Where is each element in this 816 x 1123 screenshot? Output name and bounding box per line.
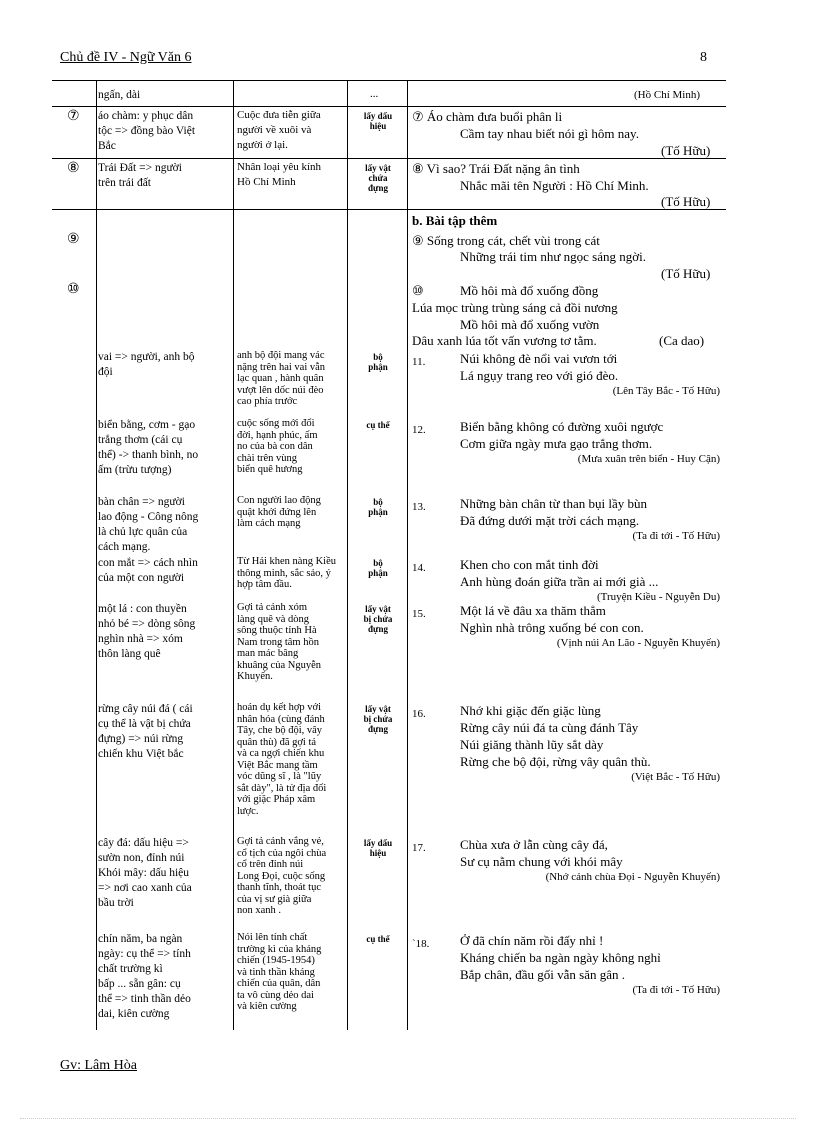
cell-text: tộc => đồng bào Việt <box>98 125 196 137</box>
poem-line: Bắp chân, đầu gối vẫn săn gân . <box>460 967 625 982</box>
poem-line: Nghìn nhà trông xuống bé con con. <box>460 620 644 635</box>
poem-line: Anh hùng đoán giữa trần ai mới già ... <box>460 574 659 589</box>
cell-text: chiến của quân, dân <box>237 978 321 989</box>
col-divider <box>347 80 348 1030</box>
cell-text: lạc quan , hành quân <box>237 373 324 384</box>
cell-text: Việt Bắc mang tầm <box>237 759 318 771</box>
cell-text: hoán dụ kết hợp với <box>237 702 322 713</box>
page-footer-author: Gv: Lâm Hòa <box>60 1058 137 1073</box>
figure-type: đựng <box>368 724 388 734</box>
poem-source: (Ta đi tới - Tố Hữu) <box>632 530 720 542</box>
cell-text: Trái Đất => người <box>98 162 182 174</box>
table-top-rule <box>52 80 726 81</box>
cell-text: rừng cây núi đá ( cái <box>98 703 193 715</box>
cell-text: biển bằng, cơm - gạo <box>98 419 196 431</box>
cell-text: ngày: cụ thể => tính <box>98 948 191 960</box>
poem-line: Dâu xanh lúa tốt vấn vương tơ tằm. <box>412 333 597 348</box>
cell-text: cổ tịch của ngôi chùa <box>237 847 327 859</box>
figure-type: phận <box>368 568 388 578</box>
poem-line: Những bàn chân từ than bụi lầy bùn <box>460 496 648 511</box>
figure-type: hiệu <box>369 121 387 131</box>
figure-type: phận <box>368 362 388 372</box>
poem-line: Một lá về đâu xa thăm thẳm <box>460 603 606 618</box>
cell-text: nhỏ bé => dòng sông <box>98 618 196 630</box>
cell-text: sườn non, đỉnh núi <box>98 852 185 864</box>
cell-text: đời, hạnh phúc, ấm <box>237 429 318 441</box>
poem-source: (Tố Hữu) <box>661 143 711 158</box>
poem-source: (Mưa xuân trên biển - Huy Cận) <box>577 453 720 465</box>
poem-line: Mồ hôi mà đổ xuống đồng <box>460 283 599 298</box>
poem-source: (Việt Bắc - Tố Hữu) <box>631 771 720 783</box>
cell-text: sắt dày", là tử địa đối <box>237 782 327 794</box>
cell-text: trên trái đất <box>98 177 152 189</box>
poem-line: Chùa xưa ở lẫn cùng cây đá, <box>460 837 608 852</box>
cell-text: áo chàm: y phục dân <box>98 110 194 122</box>
cell-text: vượt lên dốc núi đèo <box>237 384 324 396</box>
cell-text: và ca ngợi chiến khu <box>237 748 325 759</box>
cell-text: chài trên vùng <box>237 452 298 464</box>
poem-line: ⑩ <box>412 283 424 298</box>
cell-text: chất trường kì <box>98 963 163 975</box>
cell-text: trường kì của kháng <box>237 943 322 955</box>
figure-type: hiệu <box>369 848 387 858</box>
exercise-number: 11. <box>412 356 426 368</box>
cell-text: thông minh, sắc sảo, ý <box>237 567 331 579</box>
cell-text: nặng trên hai vai vẫn <box>237 361 326 373</box>
cell-text: của vị sư già giữa <box>237 893 312 905</box>
cell-text: hợp tâm đầu. <box>237 579 292 590</box>
poem-line: Rừng cây núi đá ta cùng đánh Tây <box>460 720 639 735</box>
cell-text: Long Đọi, cuộc sống <box>237 870 326 882</box>
cell-text: Gợi tả cảnh vắng vẻ, <box>237 836 324 847</box>
cell-text: người ở lại. <box>237 139 288 151</box>
cell-text: non xanh . <box>237 905 282 916</box>
cell-text: bàn chân => người <box>98 496 185 508</box>
figure-type: phận <box>368 507 388 517</box>
page-header-title: Chủ đề IV - Ngữ Văn 6 <box>60 50 192 65</box>
poem-line: ⑨ Sống trong cát, chết vùi trong cát <box>412 233 600 248</box>
row-number: ⑨ <box>67 232 80 247</box>
cell-text: ... <box>370 88 379 100</box>
cell-text: quân thù) đã gợi tả <box>237 736 317 748</box>
row-divider <box>52 106 726 107</box>
poem-source: (Ta đi tới - Tố Hữu) <box>632 984 720 996</box>
exercise-number: 13. <box>412 501 426 513</box>
poem-line: ⑦ Áo chàm đưa buổi phân li <box>412 109 563 124</box>
exercise-number: 16. <box>412 708 426 720</box>
cell-text: cách mạng. <box>98 541 151 553</box>
cell-text: là chủ lực quân của <box>98 526 188 538</box>
poem-line: Núi giăng thành lũy sắt dày <box>460 737 604 752</box>
figure-type: lấy vật <box>365 163 391 173</box>
poem-line: Sư cụ nằm chung với khói mây <box>460 854 623 869</box>
cell-text: Bắc <box>98 140 116 152</box>
poem-line: Đã đứng dưới mặt trời cách mạng. <box>460 513 640 528</box>
cell-text: thể) -> thanh bình, no <box>98 449 199 461</box>
poem-line: Nhắc mãi tên Người : Hồ Chí Minh. <box>460 178 649 193</box>
exercise-number: 14. <box>412 562 426 574</box>
cell-text: bầu trời <box>98 897 134 909</box>
cell-text: Khói mây: dấu hiệu <box>98 867 190 879</box>
cell-text: => nơi cao xanh của <box>98 882 192 894</box>
cell-text: chiến (1945-1954) <box>237 955 315 966</box>
cell-text: vóc dũng sĩ , là "lũy <box>237 771 322 782</box>
cell-text: Nam trong tâm hồn <box>237 636 319 648</box>
cell-text: Hồ Chí Minh <box>237 176 296 188</box>
cell-text: cụ thể là vật bị chứa <box>98 718 191 730</box>
cell-text: và tinh thần kháng <box>237 966 315 978</box>
cell-text: người về xuôi và <box>237 124 312 136</box>
cell-text: anh bộ đội mang vác <box>237 350 325 361</box>
exercise-number: 17. <box>412 842 426 854</box>
cell-text: dai, kiên cường <box>98 1008 170 1020</box>
cell-text: cuộc sống mới đổi <box>237 418 315 429</box>
cell-text: Nhân loại yêu kính <box>237 161 322 173</box>
cell-text: cao phía trước <box>237 396 298 407</box>
cell-text: làm cách mạng <box>237 518 301 529</box>
poem-line: Lúa mọc trùng trùng sáng cả đồi nương <box>412 300 618 315</box>
cell-text: quật khởi đứng lên <box>237 506 317 518</box>
poem-line: ⑧ Vì sao? Trái Đất nặng ân tình <box>412 161 580 176</box>
cell-text: Khuyến. <box>237 671 273 682</box>
poem-source: (Nhớ cảnh chùa Đọi - Nguyễn Khuyến) <box>545 871 720 883</box>
cell-text: một lá : con thuyền <box>98 603 187 615</box>
cell-text: đội <box>98 366 113 378</box>
cell-text: Con người lao động <box>237 495 321 506</box>
col-divider <box>96 80 97 1030</box>
cell-text: khuâng của Nguyễn <box>237 659 321 671</box>
cell-text: Gợi tả cảnh xóm <box>237 602 307 613</box>
figure-type: lấy vật <box>365 704 391 714</box>
row-divider <box>52 209 726 210</box>
figure-type: bộ <box>373 352 383 362</box>
poem-line: Kháng chiến ba ngàn ngày không nghỉ <box>460 950 661 965</box>
figure-type: đựng <box>368 624 388 634</box>
cell-text: thôn làng quê <box>98 648 161 660</box>
poem-line: Biển bằng không có đường xuôi ngược <box>460 419 664 434</box>
exercise-number: 15. <box>412 608 426 620</box>
row-number: ⑩ <box>67 282 80 297</box>
cell-text: ấm (trừu tượng) <box>98 464 172 476</box>
poem-line: Rừng che bộ đội, rừng vây quân thù. <box>460 754 651 769</box>
poem-source: (Tố Hữu) <box>661 194 711 209</box>
cell-text: lao động - Công nông <box>98 511 199 523</box>
poem-source: (Truyện Kiều - Nguyễn Du) <box>596 591 720 603</box>
cell-text: thanh tĩnh, thoát tục <box>237 882 321 893</box>
cell-text: lược. <box>237 805 259 817</box>
poem-source: (Tố Hữu) <box>661 266 711 281</box>
exercise-number: 12. <box>412 424 426 436</box>
cell-text: man mác bâng <box>237 648 299 659</box>
page-edge <box>20 1118 796 1119</box>
poem-line: Ở đã chín năm rồi đấy nhỉ ! <box>460 933 604 948</box>
cell-text: của một con người <box>98 572 185 584</box>
poem-source: (Ca dao) <box>659 333 705 348</box>
cell-text: biển quê hương <box>237 464 303 475</box>
figure-type: đựng <box>368 183 388 193</box>
poem-line: Nhớ khi giặc đến giặc lùng <box>460 703 601 718</box>
figure-type: lấy dấu <box>363 838 393 848</box>
figure-type: lấy vật <box>365 604 391 614</box>
cell-text: no của bà con dân <box>237 441 313 452</box>
cell-text: làng quê và dòng <box>237 613 310 625</box>
row-number: ⑧ <box>67 161 80 176</box>
cell-text: Tây, che bộ đội, vây <box>237 725 323 736</box>
poem-source: (Hồ Chí Minh) <box>634 89 700 101</box>
page-number: 8 <box>700 50 707 65</box>
figure-type: bị chứa <box>363 614 393 624</box>
cell-text: Cuộc đưa tiễn giữa <box>237 109 321 121</box>
figure-type: lấy dấu <box>363 111 393 121</box>
poem-line: Cầm tay nhau biết nói gì hôm nay. <box>460 126 639 141</box>
row-number: ⑦ <box>67 109 80 124</box>
cell-text: đựng) => núi rừng <box>98 733 184 745</box>
poem-line: Lá ngụy trang reo với gió đèo. <box>460 368 619 383</box>
figure-type: cụ thể <box>366 420 390 430</box>
cell-text: chiến khu Việt bắc <box>98 748 184 760</box>
cell-text: nhân hóa (cùng đánh <box>237 713 325 725</box>
figure-type: bộ <box>373 497 383 507</box>
poem-line: Núi không đè nổi vai vươn tới <box>460 351 618 366</box>
cell-text: Nói lên tính chất <box>237 932 308 943</box>
cell-text: và kiên cường <box>237 1001 297 1012</box>
col-divider <box>407 80 408 1030</box>
row-divider <box>52 158 726 159</box>
cell-text: con mắt => cách nhìn <box>98 557 198 569</box>
figure-type: bị chứa <box>363 714 393 724</box>
cell-text: sông thuộc tỉnh Hà <box>237 625 317 636</box>
figure-type: bộ <box>373 558 383 568</box>
poem-line: Cơm giữa ngày mưa gạo trắng thơm. <box>460 436 653 451</box>
cell-text: bấp ... sẵn gân: cụ <box>98 978 181 990</box>
cell-text: nghìn nhà => xóm <box>98 633 183 645</box>
poem-source: (Vịnh núi An Lão - Nguyễn Khuyến) <box>556 637 720 649</box>
col-divider <box>233 80 234 1030</box>
section-title: b. Bài tập thêm <box>412 213 498 228</box>
poem-line: Những trái tim như ngọc sáng ngời. <box>460 249 646 264</box>
cell-text: trắng thơm (cái cụ <box>98 434 183 446</box>
cell-text: cổ trên đỉnh núi <box>237 859 304 870</box>
poem-line: Khen cho con mắt tinh đời <box>460 557 599 572</box>
cell-text: ta vô cùng dẻo dai <box>237 989 314 1001</box>
exercise-number: `18. <box>412 938 430 950</box>
figure-type: chứa <box>368 173 388 183</box>
cell-text: ngấn, dài <box>98 89 141 101</box>
cell-text: Từ Hải khen nàng Kiều <box>237 556 336 567</box>
poem-line: Mồ hôi mà đổ xuống vườn <box>460 317 600 332</box>
poem-source: (Lên Tây Bắc - Tố Hữu) <box>612 385 720 397</box>
cell-text: thể => tinh thần dẻo <box>98 993 191 1005</box>
cell-text: cây đá: dấu hiệu => <box>98 837 189 849</box>
figure-type: cụ thể <box>366 934 390 944</box>
cell-text: vai => người, anh bộ <box>98 351 195 363</box>
cell-text: với giặc Pháp xâm <box>237 794 316 805</box>
cell-text: chín năm, ba ngàn <box>98 933 183 945</box>
